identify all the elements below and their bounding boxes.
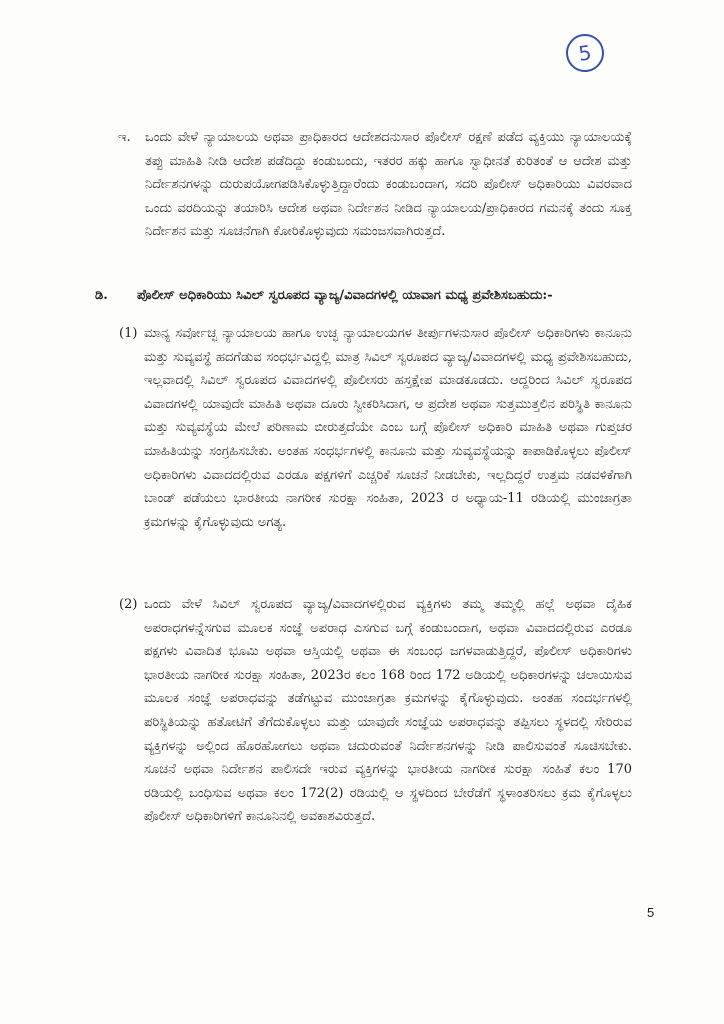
page-number-stamp: 5 [564, 32, 607, 75]
paragraph-2-marker: (2) [119, 597, 138, 612]
page-number: 5 [647, 905, 655, 920]
paragraph-1-text: ಮಾನ್ಯ ಸರ್ವೋಚ್ಛ ನ್ಯಾಯಾಲಯ ಹಾಗೂ ಉಚ್ಛ ನ್ಯಾಯಾಲಯಗಳ ತೀರ್ಪುಗಳನುಸಾರ ಪೊಲೀಸ್ ಅಧಿಕಾರಿಗಳು ಕಾನೂನು ಮತ್ತು ಸುವ್ಯವಸ್ಥೆ ಹದಗೆಡುವ ಸಂಧರ್ಭವಿದ್ದಲ್ಲಿ ಮಾತ್ರ ಸಿವಿಲ್ ಸ್ವರೂಪದ ವ್ಯಾಜ್ಯ/ವಿವಾದಗಳಲ್ಲಿ ಮಧ್ಯ ಪ್ರವೇಶಿಸಬಹುದು, ಇಲ್ಲವಾದಲ್ಲಿ ಸಿವಿಲ್ ಸ್ವರೂಪದ ವಿವಾದಗಳಲ್ಲಿ ಪೊಲೀಸರು ಹಸ್ತಕ್ಷೇಪ ಮಾಡಕೂಡದು. ಆದ್ದರಿಂದ ಸಿವಿಲ್ ಸ್ವರೂಪದ ವಿವಾದಗಳಲ್ಲಿ ಯಾವುದೇ ಮಾಹಿತಿ ಅಥವಾ ದೂರು ಸ್ವೀಕರಿಸಿದಾಗ, ಆ ಪ್ರದೇಶ ಅಥವಾ ಸುತ್ತಮುತ್ತಲಿನ ಪರಿಸ್ಥಿತಿ ಕಾನೂನು ಮತ್ತು ಸುವ್ಯವಸ್ಥೆಯ ಮೇಲೆ ಪರಿಣಾಮ ಬೀರುತ್ತದೆಯೇ ಎಂಬ ಬಗ್ಗೆ ಪೊಲೀಸ್ ಅಧಿಕಾರಿ ಮಾಹಿತಿ ಅಥವಾ ಗುಪ್ತಚರ ಮಾಹಿತಿಯನ್ನು ಸಂಗ್ರಹಿಸಬೇಕು. ಅಂತಹ ಸಂಧರ್ಭಗಳಲ್ಲಿ ಕಾನೂನು ಮತ್ತು ಸುವ್ಯವಸ್ಥೆಯನ್ನು ಕಾಪಾಡಿಕೊಳ್ಳಲು ಪೊಲೀಸ್ ಅಧಿಕಾರಿಗಳು ವಿವಾದದಲ್ಲಿರುವ ಎರಡೂ ಪಕ್ಷಗಳಿಗೆ ಎಚ್ಚರಿಕೆ ಸೂಚನೆ ನೀಡಬೇಕು, ಇಲ್ಲದಿದ್ದರೆ ಉತ್ತಮ ನಡವಳಿಕೆಗಾಗಿ ಬಾಂಡ್ ಪಡೆಯಲು ಭಾರತೀಯ ನಾಗರೀಕ ಸುರಕ್ಷಾ ಸಂಹಿತಾ, 2023 ರ ಅಧ್ಯಾಯ-11 ರಡಿಯಲ್ಲಿ ಮುಂಜಾಗ್ರತಾ ಕ್ರಮಗಳನ್ನು ಕೈಗೊಳ್ಳುವುದು ಅಗತ್ಯ. [144, 326, 632, 530]
item-e-paragraph [118, 126, 632, 244]
paragraph-1 [119, 322, 632, 534]
paragraph-1-marker: (1) [119, 326, 138, 341]
paragraph-2 [119, 593, 632, 829]
item-e-marker: ಇ. [118, 130, 131, 145]
item-e-text: ಒಂದು ವೇಳೆ ನ್ಯಾಯಾಲಯ ಅಥವಾ ಪ್ರಾಧಿಕಾರದ ಆದೇಶದನುಸಾರ ಪೊಲೀಸ್ ರಕ್ಷಣೆ ಪಡೆದ ವ್ಯಕ್ತಿಯು ನ್ಯಾಯಾಲಯಕ್ಕೆ ತಪ್ಪು ಮಾಹಿತಿ ನೀಡಿ ಆದೇಶ ಪಡೆದಿದ್ದು ಕಂಡುಬಂದು, ಇತರರ ಹಕ್ಕು ಹಾಗೂ ಸ್ವಾಧೀನತೆ ಕುರಿತಂತೆ ಆ ಆದೇಶ ಮತ್ತು ನಿರ್ದೇಶನಗಳನ್ನು ದುರುಪಯೋಗಪಡಿಸಿಕೊಳ್ಳುತ್ತಿದ್ದಾರೆಂದು ಕಂಡುಬಂದಾಗ, ಸದರಿ ಪೊಲೀಸ್ ಅಧಿಕಾರಿಯು ವಿವರವಾದ ಒಂದು ವರದಿಯನ್ನು ತಯಾರಿಸಿ ಆದೇಶ ಅಥವಾ ನಿರ್ದೇಶನ ನೀಡಿದ ನ್ಯಾಯಾಲಯ/ಪ್ರಾಧಿಕಾರದ ಗಮನಕ್ಕೆ ತಂದು ಸೂಕ್ತ ನಿರ್ದೇಶನ ಮತ್ತು ಸೂಚನೆಗಾಗಿ ಕೋರಿಕೊಳ್ಳುವುದು ಸಮಂಜಸವಾಗಿರುತ್ತದೆ. [145, 130, 632, 240]
section-heading-marker: ಡಿ. [95, 288, 108, 303]
section-heading-text: ಪೊಲೀಸ್ ಅಧಿಕಾರಿಯು ಸಿವಿಲ್ ಸ್ವರೂಪದ ವ್ಯಾಜ್ಯ/ವಿವಾದಗಳಲ್ಲಿ ಯಾವಾಗ ಮಧ್ಯ ಪ್ರವೇಶಿಸಬಹುದು:- [137, 288, 553, 303]
section-heading [95, 288, 655, 303]
paragraph-2-text: ಒಂದು ವೇಳೆ ಸಿವಿಲ್ ಸ್ವರೂಪದ ವ್ಯಾಜ್ಯ/ವಿವಾದಗಳಲ್ಲಿರುವ ವ್ಯಕ್ತಿಗಳು ತಮ್ಮ ತಮ್ಮಲ್ಲಿ ಹಲ್ಲೆ ಅಥವಾ ದೈಹಿಕ ಅಪರಾಧಗಳನ್ನೆಸಗುವ ಮೂಲಕ ಸಂಜ್ಞೆ ಅಪರಾಧ ಎಸಗುವ ಬಗ್ಗೆ ಕಂಡುಬಂದಾಗ, ಅಥವಾ ವಿವಾದದಲ್ಲಿರುವ ಎರಡೂ ಪಕ್ಷಗಳು ವಿವಾದಿತ ಭೂಮಿ ಅಥವಾ ಆಸ್ತಿಯಲ್ಲಿ ಅಥವಾ ಈ ಸಂಬಂಧ ಜಗಳವಾಡುತ್ತಿದ್ದರೆ, ಪೊಲೀಸ್ ಅಧಿಕಾರಿಗಳು ಭಾರತೀಯ ನಾಗರೀಕ ಸುರಕ್ಷಾ ಸಂಹಿತಾ, 2023ರ ಕಲಂ 168 ರಿಂದ 172 ಅಡಿಯಲ್ಲಿ ಅಧಿಕಾರಗಳನ್ನು ಚಲಾಯಿಸುವ ಮೂಲಕ ಸಂಜ್ಞೆ ಅಪರಾಧವನ್ನು ತಡೆಗಟ್ಟುವ ಮುಂಜಾಗ್ರತಾ ಕ್ರಮಗಳನ್ನು ಕೈಗೊಳ್ಳುವುದು. ಅಂತಹ ಸಂದರ್ಭಗಳಲ್ಲಿ ಪರಿಸ್ಥಿತಿಯನ್ನು ಹತೋಟಿಗೆ ತೆಗೆದುಕೊಳ್ಳಲು ಮತ್ತು ಯಾವುದೇ ಸಂಜ್ಞೆಯ ಅಪರಾಧವನ್ನು ತಪ್ಪಿಸಲು ಸ್ಥಳದಲ್ಲಿ ಸೇರಿರುವ ವ್ಯಕ್ತಿಗಳನ್ನು ಅಲ್ಲಿಂದ ಹೊರಹೋಗಲು ಅಥವಾ ಚದುರುವಂತೆ ನಿರ್ದೇಶನಗಳನ್ನು ನೀಡಿ ಪಾಲಿಸುವಂತೆ ಸೂಚಿಸಬೇಕು. ಸೂಚನೆ ಅಥವಾ ನಿರ್ದೇಶನ ಪಾಲಿಸದೇ ಇರುವ ವ್ಯಕ್ತಿಗಳನ್ನು ಭಾರತೀಯ ನಾಗರೀಕ ಸುರಕ್ಷಾ ಸಂಹಿತೆ ಕಲಂ 170 ರಡಿಯಲ್ಲಿ ಬಂಧಿಸುವ ಅಥವಾ ಕಲಂ 172(2) ರಡಿಯಲ್ಲಿ ಆ ಸ್ಥಳದಿಂದ ಬೇರೆಡೆಗೆ ಸ್ಥಳಾಂತರಿಸಲು ಕ್ರಮ ಕೈಗೊಳ್ಳಲು ಪೊಲೀಸ್ ಅಧಿಕಾರಿಗಳಿಗೆ ಕಾನೂನಿನಲ್ಲಿ ಅವಕಾಶವಿರುತ್ತದೆ. [144, 597, 632, 825]
